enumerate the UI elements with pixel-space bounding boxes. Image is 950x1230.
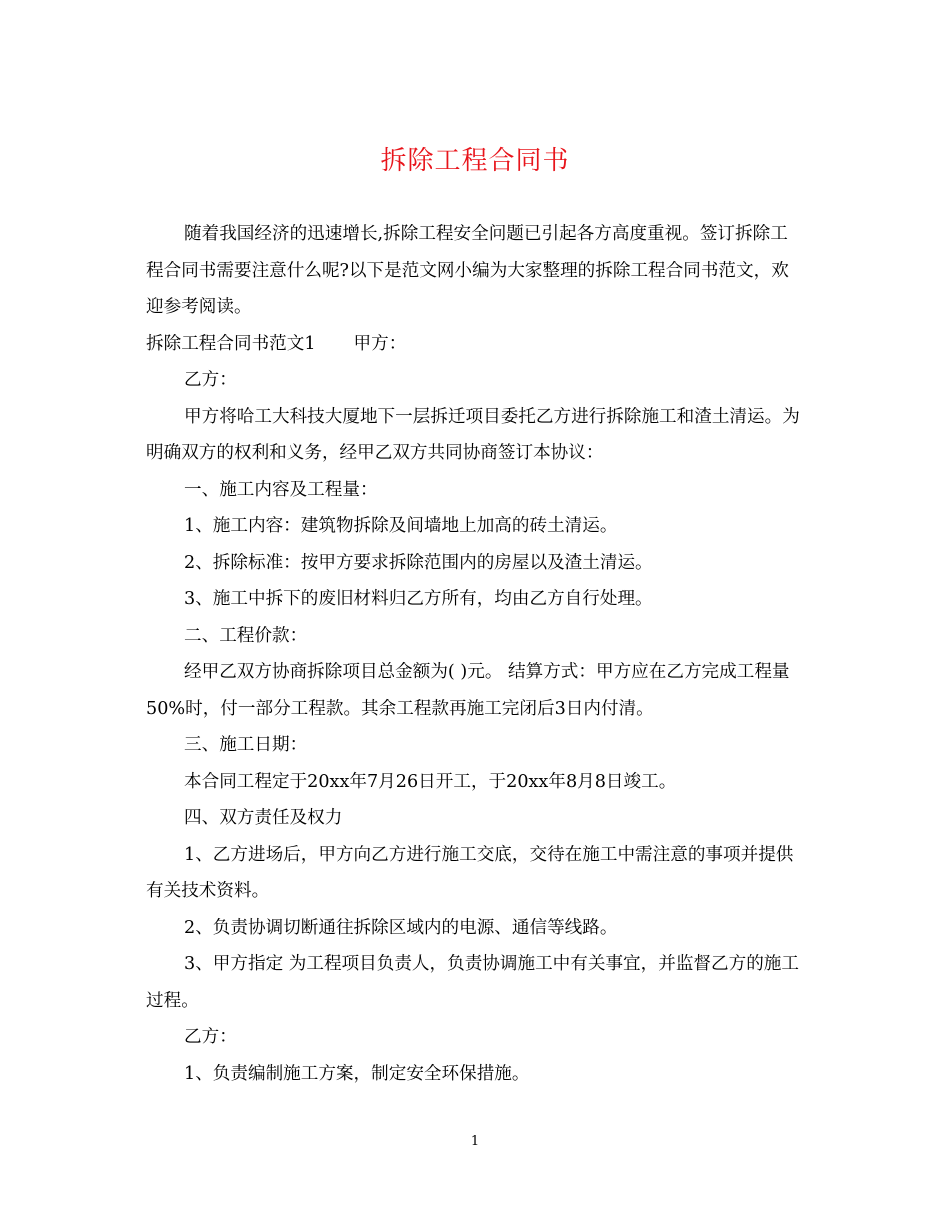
paragraph: 1、负责编制施工方案，制定安全环保措施。 [184,1063,530,1084]
section-heading: 三、施工日期： [184,735,308,755]
paragraph: 1、施工内容：建筑物拆除及间墙地上加高的砖土清运。 [184,516,618,536]
intro-paragraph: 随着我国经济的迅速增长,拆除工程安全问题已引起各方高度重视。签订拆除工程合同书需要注意什么呢?以下是范文网小编为大家整理的拆除工程合同书范文，欢迎参考阅读。 [146,224,789,317]
paragraph: 3、甲方指定 为工程项目负责人，负责协调施工中有关事宜，并监督乙方的施工过程。 [146,954,799,1011]
section-heading: 乙方： [184,1027,237,1047]
paragraph: 经甲乙双方协商拆除项目总金额为( )元。 结算方式：甲方应在乙方完成工程量50%时，付一部分工程款。其余工程款再施工完闭后3日内付清。 [146,662,790,719]
section-heading: 一、施工内容及工程量： [184,479,378,500]
paragraph: 本合同工程定于20xx年7月26日开工，于20xx年8月8日竣工。 [184,771,677,792]
paragraph: 2、拆除标准：按甲方要求拆除范围内的房屋以及渣土清运。 [184,552,653,573]
sample-heading-line [146,326,800,363]
page-number: 1 [470,1134,480,1149]
paragraph: 甲方将哈工大科技大厦地下一层拆迁项目委托乙方进行拆除施工和渣土清运。为明确双方的权利和义务，经甲乙双方共同协商签订本协议： [146,406,800,463]
party-b-label: 乙方： [184,370,237,390]
paragraph: 3、施工中拆下的废旧材料归乙方所有，均由乙方自行处理。 [184,589,653,609]
document-body [146,216,800,1092]
party-a-label: 甲方： [353,333,407,354]
document-title: 拆除工程合同书 [380,146,570,176]
sample-heading: 拆除工程合同书范文1 [146,333,316,354]
section-heading: 四、双方责任及权力 [184,808,343,828]
paragraph: 2、负责协调切断通往拆除区域内的电源、通信等线路。 [184,917,618,938]
paragraph: 1、乙方进场后，甲方向乙方进行施工交底，交待在施工中需注意的事项并提供有关技术资料。 [146,844,794,901]
section-heading: 二、工程价款： [184,625,308,646]
